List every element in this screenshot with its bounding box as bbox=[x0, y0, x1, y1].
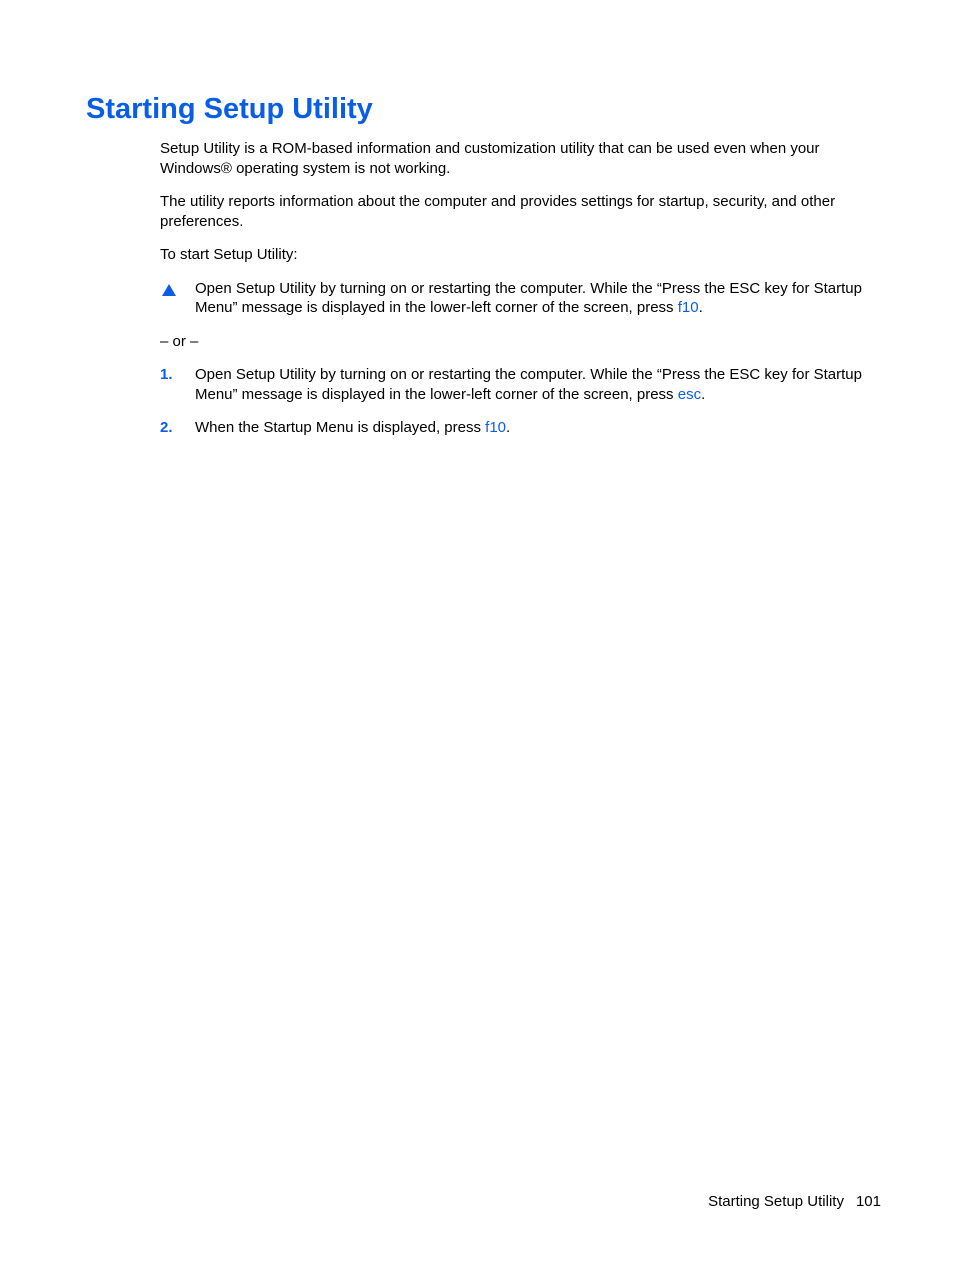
footer-section-title: Starting Setup Utility bbox=[708, 1193, 844, 1210]
bullet-item bbox=[160, 279, 890, 318]
key-esc-link[interactable]: esc bbox=[677, 385, 702, 403]
page-number: 101 bbox=[855, 1193, 881, 1210]
step-item bbox=[160, 365, 890, 404]
step-end: . bbox=[701, 385, 706, 403]
instruction-lead: To start Setup Utility: bbox=[160, 246, 298, 263]
key-f10-link[interactable]: f10 bbox=[677, 299, 699, 316]
description-paragraph: The utility reports information about the computer and provides settings for startup, security, and other preferences. bbox=[160, 193, 836, 230]
step-end: . bbox=[506, 419, 511, 436]
page-footer bbox=[708, 1192, 881, 1212]
intro-paragraph: Setup Utility is a ROM-based information and customization utility that can be used even when your Windows® operating system is not working. bbox=[160, 140, 820, 177]
page-title: Starting Setup Utility bbox=[86, 93, 373, 125]
bullet-text: Open Setup Utility by turning on or restarting the computer. While the “Press the ESC key for Startup Menu” message is displayed in the lower-left corner of the screen, press bbox=[195, 279, 862, 316]
step-number: 2. bbox=[160, 419, 173, 436]
key-f10-link[interactable]: f10 bbox=[485, 419, 507, 436]
step-number: 1. bbox=[160, 366, 173, 383]
triangle-up-icon bbox=[162, 284, 176, 296]
or-separator: – or – bbox=[160, 332, 199, 350]
bullet-end: . bbox=[698, 299, 703, 316]
step-text: When the Startup Menu is displayed, press bbox=[195, 419, 486, 436]
step-text: Open Setup Utility by turning on or restarting the computer. While the “Press the ESC key for Startup Menu” message is displayed in the lower-left corner of the screen, press bbox=[195, 366, 862, 403]
step-item bbox=[160, 418, 890, 438]
main-content bbox=[160, 139, 890, 452]
